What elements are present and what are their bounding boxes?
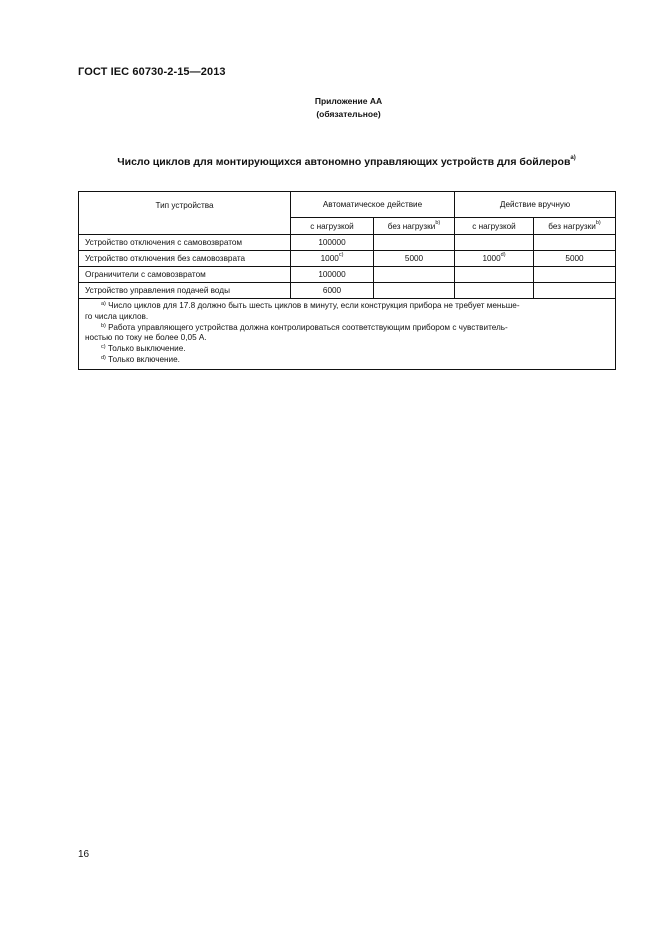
cycles-table bbox=[78, 191, 616, 370]
row-manual-noload: 5000 bbox=[534, 251, 616, 267]
table-title bbox=[78, 156, 615, 168]
row-auto-load bbox=[291, 251, 374, 267]
row-device-name: Устройство отключения с самовозвратом bbox=[79, 235, 291, 251]
header-device-type: Тип устройства bbox=[79, 192, 291, 235]
row-device-name: Устройство отключения без самовозврата bbox=[79, 251, 291, 267]
row-auto-load-value: 1000 bbox=[320, 254, 339, 263]
row-manual-load-value: 1000 bbox=[482, 254, 501, 263]
footnote-b-continuation: ностью по току не более 0,05 А. bbox=[85, 333, 207, 343]
row-auto-load-value: 100000 bbox=[318, 238, 346, 247]
row-manual-load-mark: d) bbox=[500, 252, 506, 258]
row-auto-load: 6000 bbox=[291, 283, 374, 299]
row-auto-noload bbox=[374, 283, 455, 299]
row-manual-noload bbox=[534, 267, 616, 283]
table-row bbox=[79, 267, 616, 283]
subheader-manual-with-load: с нагрузкой bbox=[455, 218, 534, 235]
header-manual-action: Действие вручную bbox=[455, 192, 616, 218]
row-manual-load bbox=[455, 283, 534, 299]
footnote-d bbox=[85, 355, 609, 366]
row-device-name: Устройство управления подачей воды bbox=[79, 283, 291, 299]
row-manual-load bbox=[455, 267, 534, 283]
document-header: ГОСТ IEC 60730-2-15—2013 bbox=[78, 66, 226, 78]
table-row bbox=[79, 235, 616, 251]
table-notes-row bbox=[79, 299, 616, 370]
footnote-c bbox=[85, 344, 609, 355]
subheader-auto-without-load bbox=[374, 218, 455, 235]
row-auto-load: 100000 bbox=[291, 267, 374, 283]
row-manual-load bbox=[455, 235, 534, 251]
row-auto-load-mark: c) bbox=[338, 252, 344, 258]
annex-label: Приложение АА bbox=[314, 96, 383, 106]
footnote-text: Работа управляющего устройства должна контролироваться соответствующим прибором с чувствитель- bbox=[105, 322, 508, 332]
subheader-manual-without-load-mark: b) bbox=[595, 219, 601, 226]
subheader-manual-without-load bbox=[534, 218, 616, 235]
footnote-a bbox=[85, 301, 609, 312]
table-footnotes bbox=[79, 299, 616, 370]
subheader-auto-with-load: с нагрузкой bbox=[291, 218, 374, 235]
row-auto-noload bbox=[374, 267, 455, 283]
row-auto-noload: 5000 bbox=[374, 251, 455, 267]
footnote-a-continuation: го числа циклов. bbox=[85, 311, 149, 321]
footnote-mark: b) bbox=[101, 322, 106, 329]
footnote-mark: d) bbox=[101, 354, 106, 361]
row-manual-noload bbox=[534, 283, 616, 299]
annex-status: (обязательное) bbox=[316, 109, 381, 119]
row-device-name: Ограничители с самовозвратом bbox=[79, 267, 291, 283]
subheader-manual-without-load-text: без нагрузки bbox=[548, 221, 596, 231]
header-automatic-action: Автоматическое действие bbox=[291, 192, 455, 218]
row-auto-noload bbox=[374, 235, 455, 251]
page-number: 16 bbox=[78, 849, 90, 860]
subheader-auto-without-load-mark: b) bbox=[435, 219, 441, 226]
table-row bbox=[79, 251, 616, 267]
footnote-text: Только включение. bbox=[105, 354, 180, 364]
row-manual-noload bbox=[534, 235, 616, 251]
row-manual-load bbox=[455, 251, 534, 267]
footnote-mark: c) bbox=[101, 344, 106, 351]
table-row bbox=[79, 283, 616, 299]
table-header-row bbox=[79, 192, 616, 218]
footnote-text: Только выключение. bbox=[105, 344, 186, 354]
table-title-text: Число циклов для монтирующихся автономно управляющих устройств для бойлеров bbox=[117, 156, 571, 168]
footnote-mark: a) bbox=[101, 301, 106, 307]
row-auto-load bbox=[291, 235, 374, 251]
annex-heading bbox=[0, 95, 661, 121]
table-title-footnote-mark: a) bbox=[570, 155, 576, 161]
footnote-b bbox=[85, 323, 609, 334]
footnote-text: Число циклов для 17.8 должно быть шесть циклов в минуту, если конструкция прибора не требует меньше- bbox=[105, 301, 520, 310]
subheader-auto-without-load-text: без нагрузки bbox=[387, 221, 436, 231]
